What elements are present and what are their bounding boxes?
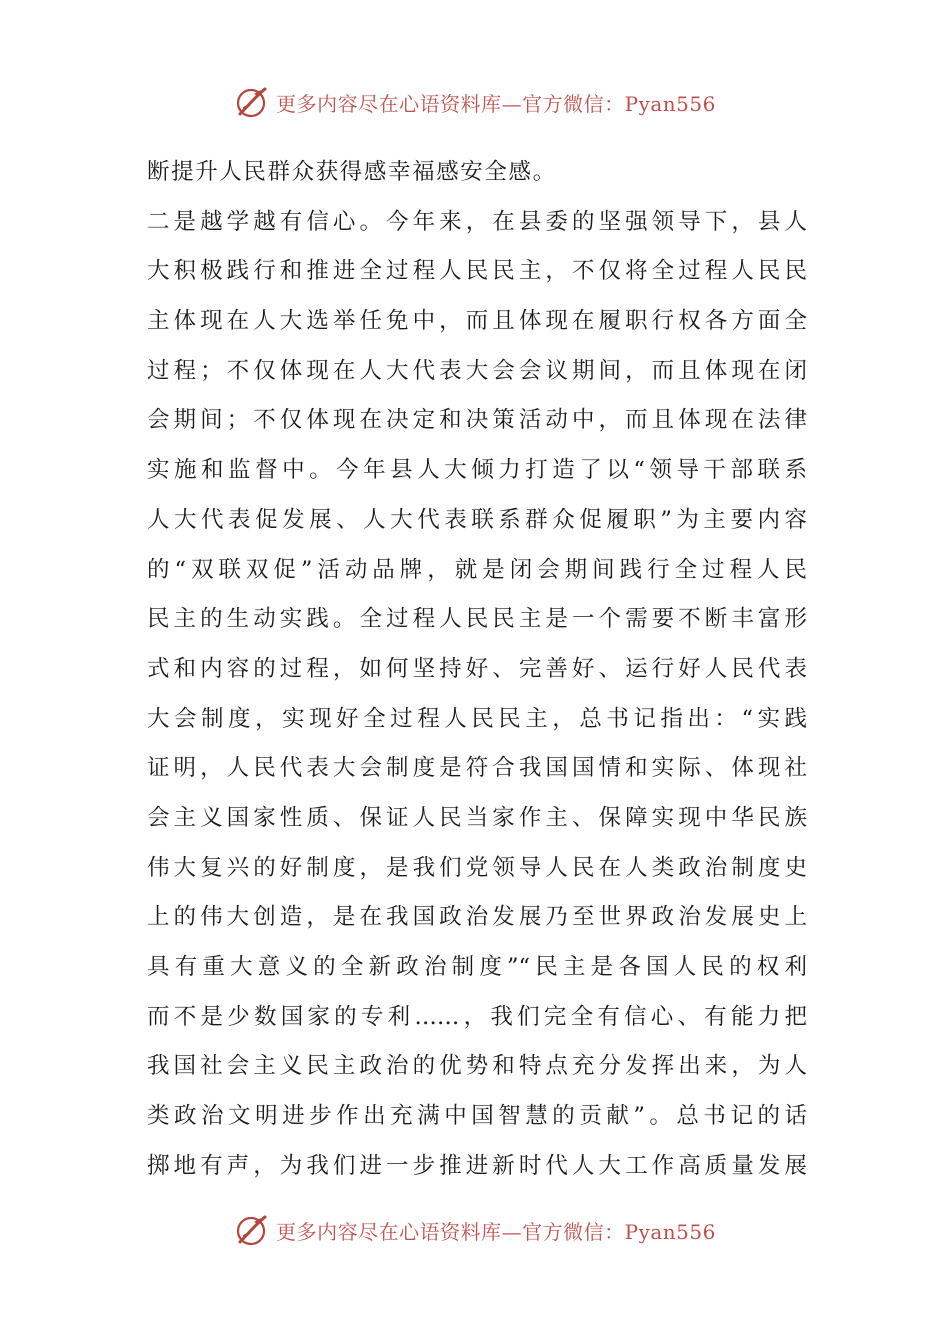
body-line: 类政治文明进步作出充满中国智慧的贡献”。总书记的话 — [147, 1103, 807, 1130]
body-line: 伟大复兴的好制度，是我们党领导人民在人类政治制度史 — [147, 854, 807, 881]
body-line: 我国社会主义民主政治的优势和特点充分发挥出来，为人 — [147, 1053, 807, 1080]
pen-nib-logo-icon — [234, 1212, 270, 1248]
body-line: 证明，人民代表大会制度是符合我国国情和实际、体现社 — [147, 755, 807, 782]
body-line: 会期间；不仅体现在决定和决策活动中，而且体现在法律 — [147, 407, 807, 434]
body-line: 掷地有声，为我们进一步推进新时代人大工作高质量发展 — [147, 1152, 807, 1179]
body-line: 上的伟大创造，是在我国政治发展乃至世界政治发展史上 — [147, 904, 807, 931]
body-line: 主体现在人大选举任免中，而且体现在履职行权各方面全 — [147, 308, 807, 335]
footer-watermark-banner — [0, 1210, 950, 1250]
header-watermark-banner — [0, 82, 950, 122]
body-line: 过程；不仅体现在人大代表大会会议期间，而且体现在闭 — [147, 357, 807, 384]
body-line: 断提升人民群众获得感幸福感安全感。 — [147, 159, 557, 185]
document-body — [147, 148, 807, 1191]
body-line: 大会制度，实现好全过程人民民主，总书记指出：“实践 — [147, 705, 807, 732]
body-line: 的“双联双促”活动品牌，就是闭会期间践行全过程人民 — [147, 556, 807, 583]
body-line: 二是越学越有信心。今年来，在县委的坚强领导下，县人 — [147, 208, 807, 235]
body-line: 民主的生动实践。全过程人民民主是一个需要不断丰富形 — [147, 606, 807, 633]
body-line: 会主义国家性质、保证人民当家作主、保障实现中华民族 — [147, 804, 807, 831]
header-watermark-text: 更多内容尽在心语资料库—官方微信：Pyan556 — [276, 91, 716, 116]
body-line: 实施和监督中。今年县人大倾力打造了以“领导干部联系 — [147, 457, 807, 484]
body-line: 式和内容的过程，如何坚持好、完善好、运行好人民代表 — [147, 655, 807, 682]
body-line: 具有重大意义的全新政治制度”“民主是各国人民的权利 — [147, 954, 807, 980]
footer-watermark-text: 更多内容尽在心语资料库—官方微信：Pyan556 — [276, 1219, 716, 1244]
body-line: 人大代表促发展、人大代表联系群众促履职”为主要内容 — [147, 506, 807, 533]
body-line: 而不是少数国家的专利……，我们完全有信心、有能力把 — [147, 1003, 807, 1030]
pen-nib-logo-icon — [234, 84, 270, 120]
body-line: 大积极践行和推进全过程人民民主，不仅将全过程人民民 — [147, 258, 807, 285]
